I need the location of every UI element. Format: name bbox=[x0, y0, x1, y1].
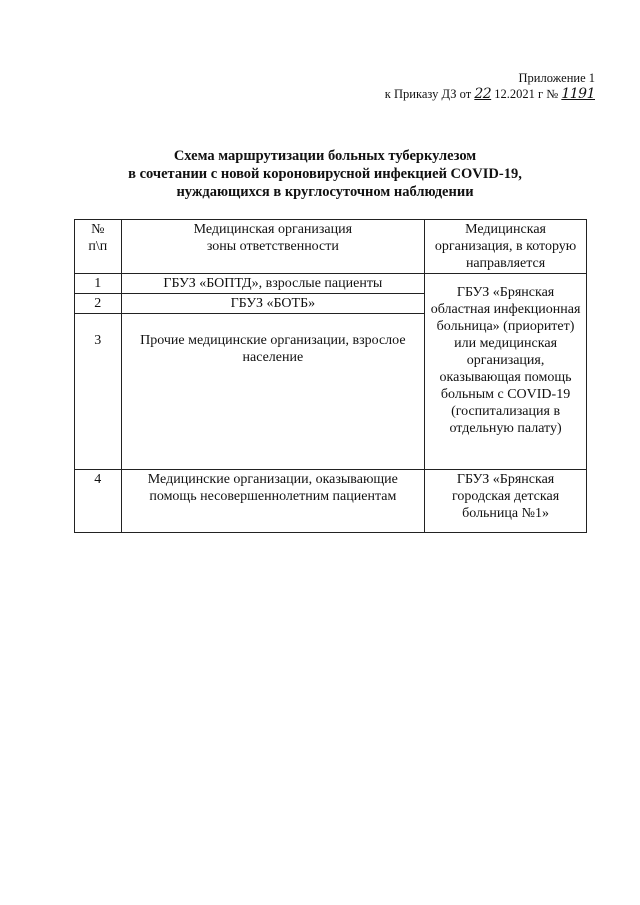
target-line: или медицинская bbox=[454, 336, 558, 351]
target-line: городская детская bbox=[451, 489, 560, 504]
row-org-line: Прочие медицинские организации, взрослое bbox=[140, 333, 406, 348]
target-line: областная инфекционная bbox=[430, 302, 581, 317]
order-number-handwritten: 1191 bbox=[561, 86, 595, 102]
header-org bbox=[121, 220, 425, 274]
row-org-line: население bbox=[242, 350, 304, 365]
order-reference bbox=[385, 86, 595, 102]
appendix-block bbox=[385, 70, 595, 102]
table-row bbox=[75, 274, 587, 294]
target-line: (госпитализация в bbox=[451, 404, 561, 419]
table-row bbox=[75, 470, 587, 533]
target-line: больница №1» bbox=[462, 506, 549, 521]
target-cell-adult bbox=[425, 274, 587, 470]
header-org-line: зоны ответственности bbox=[206, 239, 339, 254]
row-org bbox=[121, 274, 425, 294]
header-num-line: № bbox=[91, 222, 105, 237]
target-line: больница» (приоритет) bbox=[436, 319, 575, 334]
routing-table bbox=[74, 219, 587, 533]
header-target-line: Медицинская bbox=[465, 222, 546, 237]
target-cell-children bbox=[425, 470, 587, 533]
row-num: 4 bbox=[75, 470, 122, 533]
header-org-line: Медицинская организация bbox=[193, 222, 353, 237]
target-line: ГБУЗ «Брянская bbox=[456, 472, 555, 487]
row-num: 1 bbox=[75, 274, 122, 294]
target-line: больным с COVID-19 bbox=[440, 387, 571, 402]
heading-line-2: в сочетании с новой короновирусной инфекцией COVID-19, bbox=[128, 166, 522, 182]
order-middle: 12.2021 г № bbox=[491, 87, 562, 101]
row-org bbox=[121, 470, 425, 533]
row-org bbox=[121, 294, 425, 314]
row-org-line: помощь несовершеннолетним пациентам bbox=[149, 489, 397, 504]
header-num bbox=[75, 220, 122, 274]
row-num: 2 bbox=[75, 294, 122, 314]
heading-line-1: Схема маршрутизации больных туберкулезом bbox=[173, 148, 477, 164]
table-header-row bbox=[75, 220, 587, 274]
header-num-line: п\п bbox=[88, 239, 108, 254]
header-target-line: направляется bbox=[465, 256, 546, 271]
header-target bbox=[425, 220, 587, 274]
appendix-title: Приложение 1 bbox=[518, 71, 595, 85]
target-line: организация, bbox=[466, 353, 545, 368]
order-prefix: к Приказу ДЗ от bbox=[384, 87, 475, 101]
header-target-line: организация, в которую bbox=[434, 239, 577, 254]
order-day-handwritten: 22 bbox=[474, 86, 492, 102]
row-org bbox=[121, 314, 425, 470]
document-heading bbox=[60, 147, 590, 201]
row-org-line: ГБУЗ «БОТБ» bbox=[230, 296, 316, 311]
target-line: ГБУЗ «Брянская bbox=[456, 285, 555, 300]
target-line: отдельную палату) bbox=[449, 421, 562, 436]
row-num: 3 bbox=[75, 314, 122, 470]
target-line: оказывающая помощь bbox=[439, 370, 572, 385]
row-org-line: Медицинские организации, оказывающие bbox=[147, 472, 398, 487]
row-org-line: ГБУЗ «БОПТД», взрослые пациенты bbox=[163, 276, 383, 291]
heading-line-3: нуждающихся в круглосуточном наблюдении bbox=[176, 184, 474, 200]
